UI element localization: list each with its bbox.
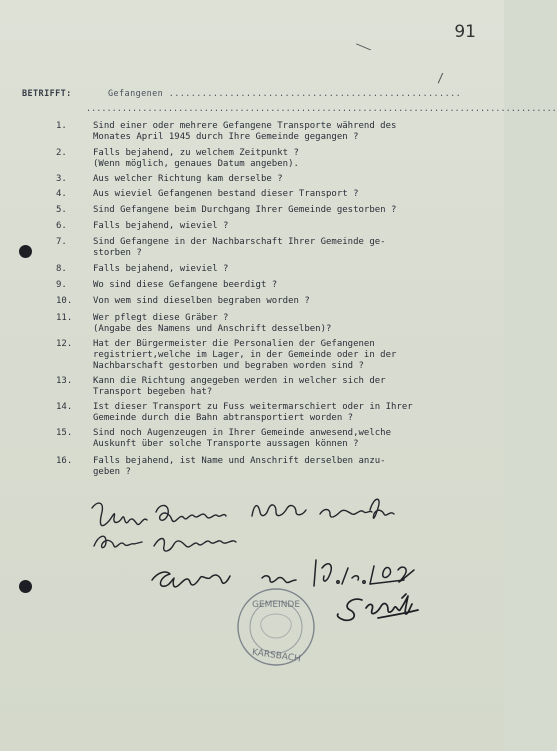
- question-number: 12.: [56, 339, 73, 349]
- question-text: Von wem sind dieselben begraben worden ?: [93, 296, 310, 306]
- question-text: Falls bejahend, wieviel ?: [93, 264, 229, 274]
- question-text: Sind einer oder mehrere Gefangene Transporte während des Monates April 1945 durch Ihre Gemeinde gegangen ?: [93, 121, 397, 142]
- question-number: 15.: [56, 428, 73, 438]
- question-text: Sind Gefangene in der Nachbarschaft Ihrer Gemeinde ge- storben ?: [93, 237, 386, 258]
- question-text: Falls bejahend, wieviel ?: [93, 221, 229, 231]
- question-number: 10.: [56, 296, 73, 306]
- question-text: Wo sind diese Gefangene beerdigt ?: [93, 280, 278, 290]
- pen-mark: /: [437, 71, 445, 85]
- question-text: Kann die Richtung angegeben werden in welcher sich der Transport begeben hat?: [93, 376, 386, 397]
- question-number: 6.: [56, 221, 67, 231]
- question-number: 16.: [56, 456, 73, 466]
- question-text: Hat der Bürgermeister die Personalien der Gefangenen registriert,welche im Lager, in der Gemeinde oder in der Nachbarschaft gestorben und begraben worden sind ?: [93, 339, 397, 371]
- subject-label: BETRIFFT:: [22, 89, 72, 99]
- question-text: Aus welcher Richtung kam derselbe ?: [93, 174, 283, 184]
- punch-hole: [19, 245, 32, 258]
- question-number: 7.: [56, 237, 67, 247]
- punch-hole: [19, 580, 32, 593]
- question-number: 11.: [56, 313, 73, 323]
- question-text: Sind noch Augenzeugen in Ihrer Gemeinde anwesend,welche Auskunft über solche Transporte aussagen können ?: [93, 428, 392, 449]
- question-number: 14.: [56, 402, 73, 412]
- stamp-top-text: GEMEINDE: [251, 600, 301, 610]
- subject-line: [22, 89, 482, 99]
- question-text: Wer pflegt diese Gräber ? (Angabe des Namens und Anschrift desselben)?: [93, 313, 332, 334]
- dotted-rule: ............................................................................................: [86, 104, 557, 114]
- question-number: 4.: [56, 189, 67, 199]
- question-text: Falls bejahend, zu welchem Zeitpunkt ? (Wenn möglich, genaues Datum angeben).: [93, 148, 299, 169]
- subject-leader: Gefangenen .....................................................: [108, 89, 462, 99]
- question-text: Falls bejahend, ist Name und Anschrift derselben anzu- geben ?: [93, 456, 386, 477]
- page-number: 91: [454, 22, 476, 42]
- question-number: 9.: [56, 280, 67, 290]
- question-text: Ist dieser Transport zu Fuss weitermarschiert oder in Ihrer Gemeinde durch die Bahn abtransportiert worden ?: [93, 402, 413, 423]
- handwritten-date-line: [152, 560, 414, 587]
- question-text: Sind Gefangene beim Durchgang Ihrer Gemeinde gestorben ?: [93, 205, 397, 215]
- official-stamp: [238, 589, 314, 665]
- question-number: 3.: [56, 174, 67, 184]
- question-number: 13.: [56, 376, 73, 386]
- question-number: 8.: [56, 264, 67, 274]
- pen-mark: ╲: [356, 39, 371, 55]
- question-number: 1.: [56, 121, 67, 131]
- handwritten-answer: [92, 499, 394, 551]
- stamp-bottom-text: KARSBACH: [251, 647, 302, 665]
- question-number: 2.: [56, 148, 67, 158]
- signature: [337, 594, 418, 620]
- question-text: Aus wieviel Gefangenen bestand dieser Transport ?: [93, 189, 359, 199]
- question-number: 5.: [56, 205, 67, 215]
